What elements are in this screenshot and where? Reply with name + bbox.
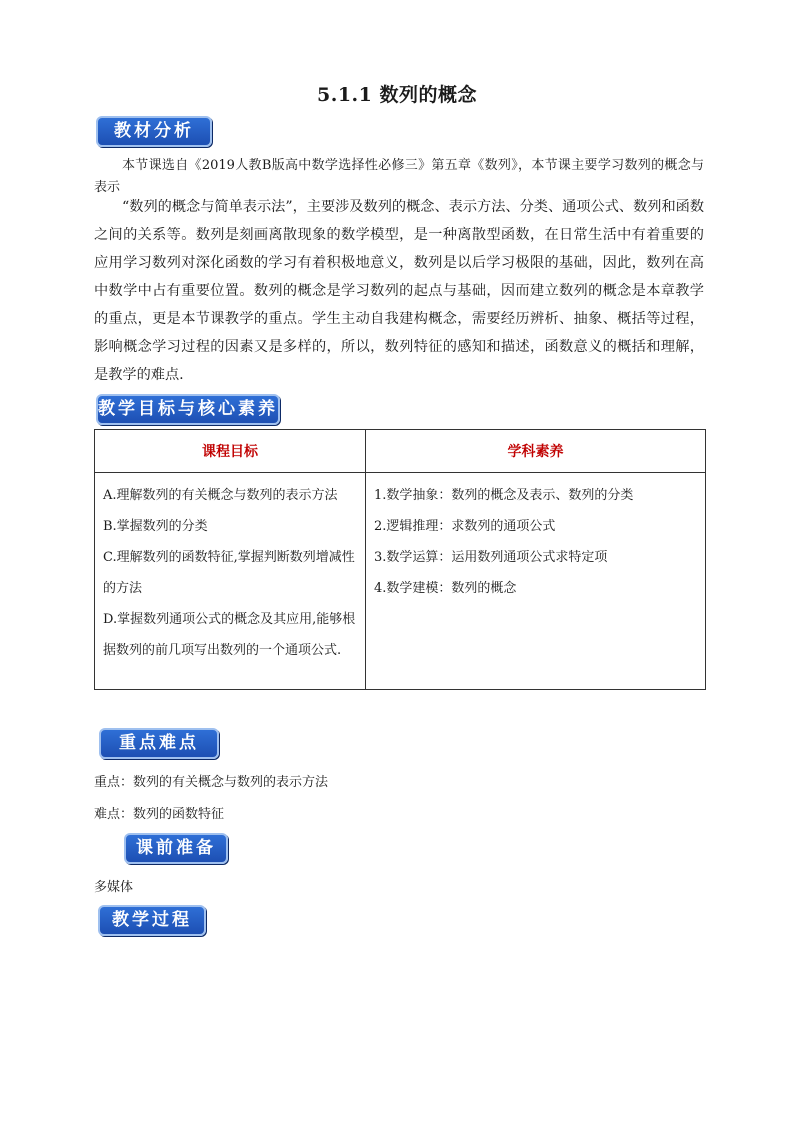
course-goals-cell <box>95 473 366 690</box>
literacy-item: 4.数学建模：数列的概念 <box>374 581 517 596</box>
difficulty-text: 难点：数列的函数特征 <box>94 807 225 822</box>
literacy-item: 2.逻辑推理：求数列的通项公式 <box>374 519 556 534</box>
literacy-cell <box>366 473 706 690</box>
section-heading-preparation: 课前准备 <box>124 833 228 864</box>
key-point-text: 重点：数列的有关概念与数列的表示方法 <box>94 775 329 790</box>
table-header-course-goals: 课程目标 <box>95 430 366 473</box>
preparation-text: 多媒体 <box>94 880 134 895</box>
section-heading-objectives: 教学目标与核心素养 <box>96 394 280 425</box>
section-heading-key-points: 重点难点 <box>99 728 219 759</box>
objectives-table <box>94 429 706 690</box>
goal-item: B.掌握数列的分类 <box>103 519 208 534</box>
goal-item: C.理解数列的函数特征,掌握判断数列增减性的方法 <box>103 550 355 596</box>
analysis-intro: 本节课选自《2019人教B版高中数学选择性必修三》第五章《数列》，本节课主要学习数列的概念与表示 <box>94 158 704 195</box>
document-title: 5.1.1 数列的概念 <box>316 84 477 106</box>
table-header-literacy: 学科素养 <box>366 430 706 473</box>
goal-item: A.理解数列的有关概念与数列的表示方法 <box>103 488 338 503</box>
analysis-body: “数列的概念与简单表示法”，主要涉及数列的概念、表示方法、分类、通项公式、数列和函数之间的关系等。数列是刻画离散现象的数学模型，是一种离散型函数，在日常生活中有着重要的应用学习数列对深化函数的学习有着积极地意义，数列是以后学习极限的基础，因此，数列在高中数学中占有重要位置。数列的概念是学习数列的起点与基础，因而建立数列的概念是本章教学的重点，更是本节课教学的重点。学生主动自我建构概念，需要经历辨析、抽象、概括等过程，影响概念学习过程的因素又是多样的，所以，数列特征的感知和描述，函数意义的概括和理解，是教学的难点. <box>94 199 705 383</box>
literacy-item: 3.数学运算：运用数列通项公式求特定项 <box>374 550 608 565</box>
goal-item: D.掌握数列通项公式的概念及其应用,能够根据数列的前几项写出数列的一个通项公式. <box>103 612 356 658</box>
section-heading-analysis: 教材分析 <box>96 116 212 147</box>
literacy-item: 1.数学抽象：数列的概念及表示、数列的分类 <box>374 488 634 503</box>
section-heading-process: 教学过程 <box>98 905 206 936</box>
